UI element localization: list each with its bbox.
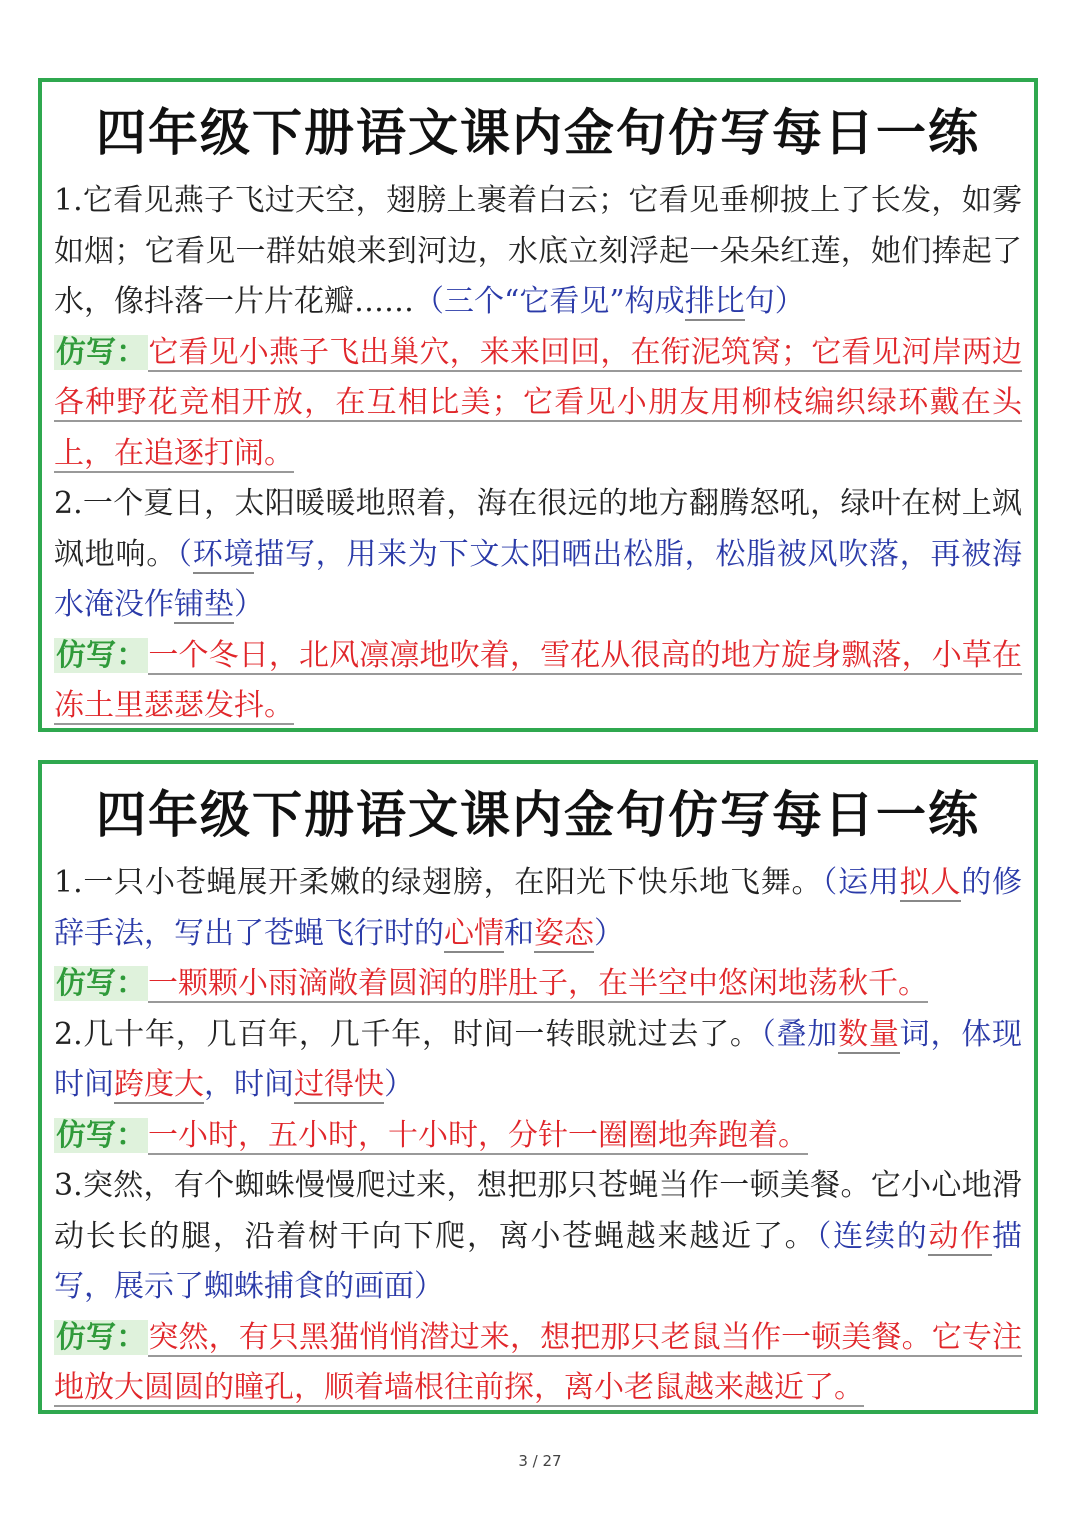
note-text: 描写，展示了蜘蛛捕食的画面） <box>54 1218 1023 1304</box>
original-sentence: 一个夏日，太阳暖暖地照着，海在很远的地方翻腾怒吼，绿叶在树上飒飒地响。 <box>54 486 1022 572</box>
imitation-text: 它看见小燕子飞出巢穴，来来回回，在衔泥筑窝；它看见河岸两边各种野花竞相开放，在互相比美；它看见小朋友用柳枝编织绿环戴在头上，在追逐打闹。 <box>54 334 1023 471</box>
note-keyword: 环境 <box>192 536 255 572</box>
original-sentence: 它看见燕子飞过天空，翅膀上裹着白云；它看见垂柳披上了长发，如雾如烟；它看见一群姑娘来到河边，水底立刻浮起一朵朵红莲，她们捧起了水，像抖落一片片花瓣…… <box>54 183 1022 319</box>
note-text: ） <box>594 915 624 951</box>
note-text: （ <box>176 536 193 572</box>
imitation-text: 一小时，五小时，十小时，分针一圈圈地奔跑着。 <box>148 1117 808 1153</box>
exercise-card-2 <box>38 760 1038 1414</box>
imitation-label: 仿写： <box>56 334 147 370</box>
note-text: 描写，用来为下文太阳晒出松脂，松脂被风吹落，再被海水淹没作 <box>54 536 1023 622</box>
note-keyword: 铺垫 <box>174 587 234 622</box>
item-number: 3. <box>54 1168 83 1203</box>
exercise-card-1 <box>38 78 1038 732</box>
card-title: 四年级下册语文课内金句仿写每日一练 <box>96 786 980 844</box>
item-number: 1. <box>54 183 83 218</box>
note-keyword: 过得快 <box>294 1067 384 1102</box>
note-keyword: 拟人 <box>899 865 962 900</box>
imitation-text: 一个冬日，北风凛凛地吹着，雪花从很高的地方旋身飘落，小草在冻土里瑟瑟发抖。 <box>54 637 1023 723</box>
item-number: 1. <box>54 865 83 900</box>
original-sentence: 几十年，几百年，几千年，时间一转眼就过去了。 <box>82 1016 761 1052</box>
imitation-text: 一颗颗小雨滴敞着圆润的胖肚子，在半空中悠闲地荡秋千。 <box>148 966 928 1001</box>
note-keyword: 动作 <box>928 1218 993 1254</box>
imitation-text: 突然，有只黑猫悄悄潜过来，想把那只老鼠当作一顿美餐。它专注地放大圆圆的瞳孔，顺着墙根往前探，离小老鼠越来越近了。 <box>54 1319 1023 1405</box>
item-2 <box>54 1010 1022 1111</box>
note-text: 词，体现时间 <box>54 1016 1023 1102</box>
note-text: （三个“它看见”构成 <box>414 284 685 319</box>
original-sentence: 突然，有个蜘蛛慢慢爬过来，想把那只苍蝇当作一顿美餐。它小心地滑动长长的腿，沿着树干向下爬，离小苍蝇越来越近了。 <box>54 1168 1022 1254</box>
item-2 <box>54 479 1022 631</box>
imitation-label: 仿写： <box>56 966 146 1001</box>
note-text: 的修辞手法，写出了苍蝇飞行时的 <box>54 865 1023 951</box>
item-1 <box>54 176 1022 328</box>
item-number: 2. <box>54 1016 83 1052</box>
note-text: ，时间 <box>204 1067 294 1102</box>
imitation-1 <box>54 959 1022 1010</box>
item-number: 2. <box>54 486 83 521</box>
imitation-2 <box>54 1111 1022 1162</box>
imitation-3 <box>54 1313 1022 1414</box>
note-keyword: 姿态 <box>534 915 594 951</box>
note-text: 句） <box>744 284 805 319</box>
note-keyword: 数量 <box>838 1016 900 1052</box>
imitation-2 <box>54 631 1022 732</box>
note-text: ） <box>234 587 264 622</box>
imitation-1 <box>54 328 1022 480</box>
page-number: 3 / 27 <box>518 1452 562 1470</box>
note-text: （运用 <box>822 865 900 900</box>
item-1 <box>54 858 1022 959</box>
card-title: 四年级下册语文课内金句仿写每日一练 <box>96 104 980 162</box>
note-text: 和 <box>504 915 534 951</box>
imitation-label: 仿写： <box>56 1319 147 1355</box>
note-keyword: 心情 <box>444 915 504 951</box>
note-text: ） <box>384 1067 414 1102</box>
imitation-label: 仿写： <box>56 1117 146 1153</box>
note-keyword: 排比 <box>684 284 745 319</box>
item-3 <box>54 1161 1022 1313</box>
original-sentence: 一只小苍蝇展开柔嫩的绿翅膀，在阳光下快乐地飞舞。 <box>82 865 823 900</box>
imitation-label: 仿写： <box>56 637 147 673</box>
note-keyword: 跨度大 <box>114 1067 204 1102</box>
note-text: （连续的 <box>816 1218 929 1254</box>
note-text: （叠加 <box>760 1016 839 1052</box>
